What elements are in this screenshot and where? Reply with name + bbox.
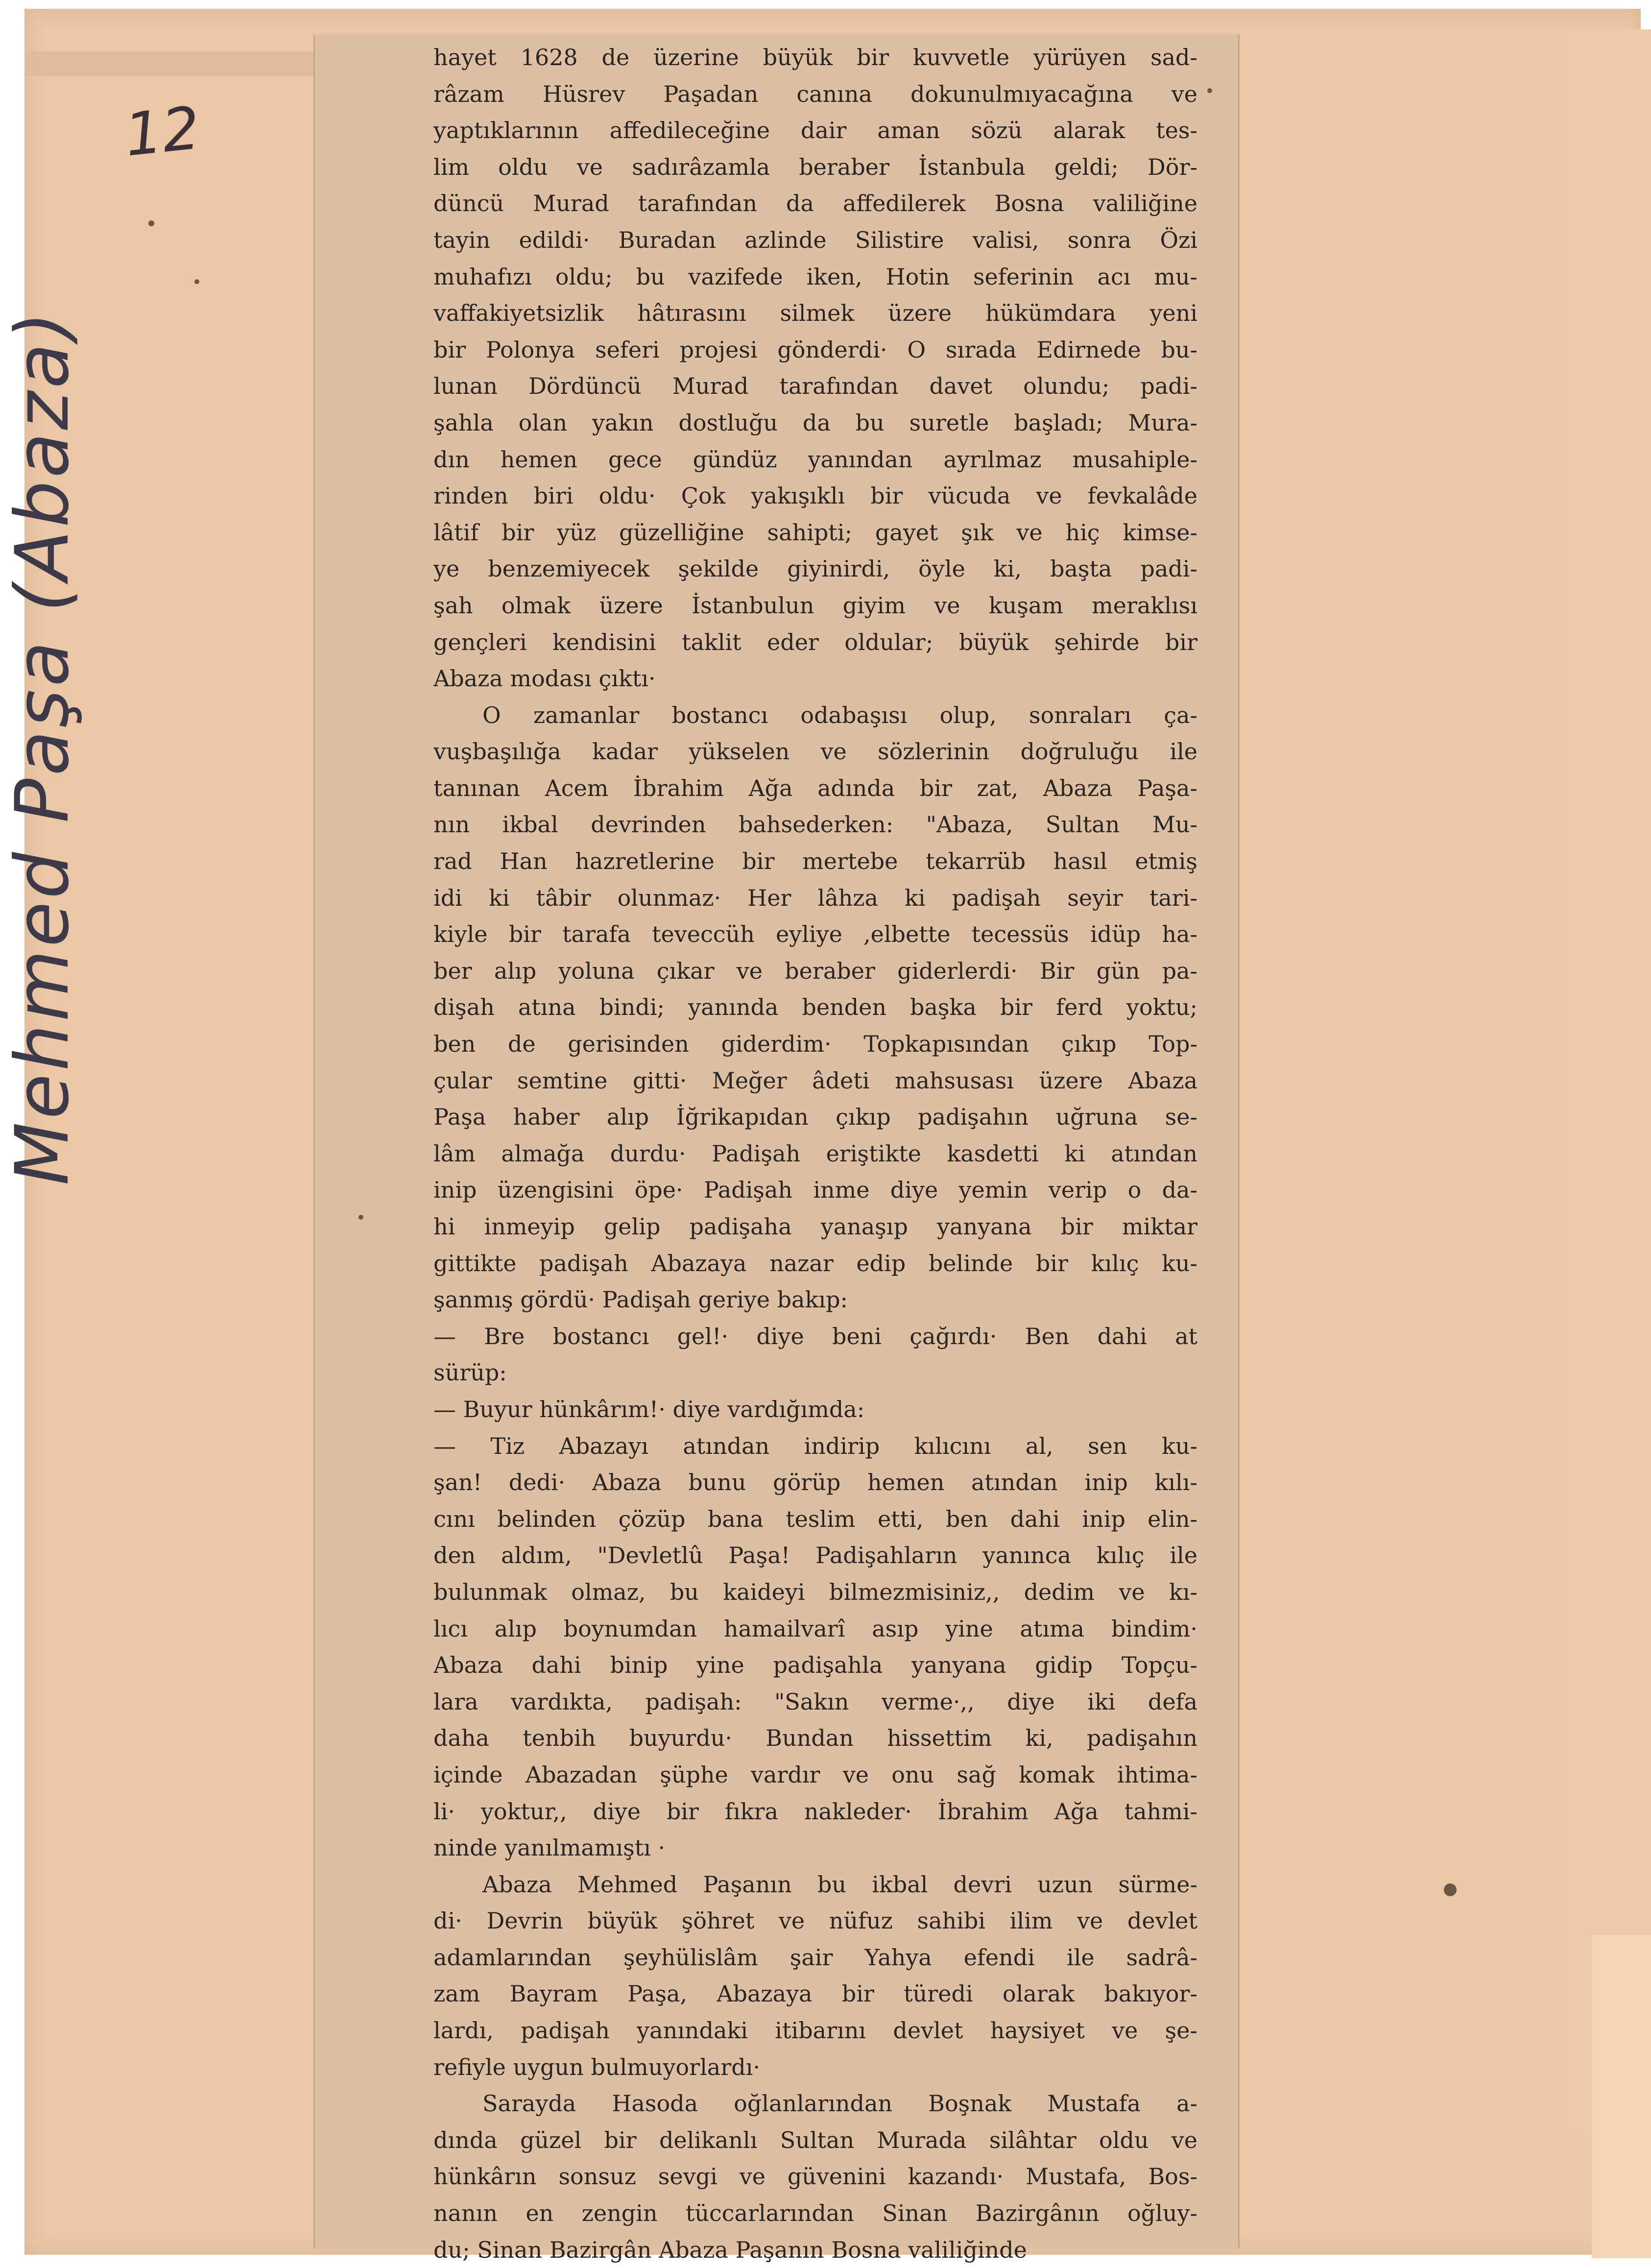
handwritten-page-number: 12 [121, 94, 203, 170]
article-text [433, 39, 1197, 2268]
text-line: Paşa haber alıp İğrikapıdan çıkıp padişahın uğruna se- [433, 1104, 1197, 1131]
text-line: tayin edildi· Buradan azlinde Silistire valisi, sonra Özi [433, 226, 1197, 253]
text-line: daha tenbih buyurdu· Bundan hissettim ki, padişahın [433, 1725, 1197, 1752]
text-line: kiyle bir tarafa teveccüh eyliye ,elbette tecessüs idüp ha- [433, 921, 1197, 948]
ink-dot [1207, 88, 1212, 93]
text-line: gittikte padişah Abazaya nazar edip belinde bir kılıç ku- [433, 1250, 1197, 1277]
text-line: Abaza dahi binip yine padişahla yanyana gidip Topçu- [433, 1652, 1197, 1679]
text-line: hünkârın sonsuz sevgi ve güvenini kazandı· Mustafa, Bos- [433, 2163, 1197, 2190]
handwritten-margin-note: Mehmed Paşa (Abaza) [0, 309, 85, 1185]
faded-top-band [24, 51, 313, 76]
text-line: nanın en zengin tüccarlarından Sinan Bazirgânın oğluy- [433, 2200, 1197, 2227]
ink-dot [359, 1215, 363, 1220]
text-line: dın hemen gece gündüz yanından ayrılmaz musahiple- [433, 446, 1197, 473]
text-line: dişah atına bindi; yanında benden başka bir ferd yoktu; [433, 994, 1197, 1021]
text-line: muhafızı oldu; bu vazifede iken, Hotin seferinin acı mu- [433, 263, 1197, 290]
ink-dot [148, 220, 154, 226]
text-line: rinden biri oldu· Çok yakışıklı bir vücuda ve fevkalâde [433, 483, 1197, 509]
text-line: O zamanlar bostancı odabaşısı olup, sonraları ça- [482, 701, 1197, 728]
text-line: dında güzel bir delikanlı Sultan Murada silâhtar oldu ve [433, 2126, 1197, 2153]
torn-paper-strip [1592, 1935, 1651, 2258]
text-line: lardı, padişah yanındaki itibarını devlet haysiyet ve şe- [433, 2017, 1197, 2044]
text-line: hi inmeyip gelip padişaha yanaşıp yanyana bir miktar [433, 1213, 1197, 1240]
text-line: inip üzengisini öpe· Padişah inme diye yemin verip o da- [433, 1177, 1197, 1204]
text-line: lâm almağa durdu· Padişah eriştikte kasdetti ki atından [433, 1140, 1197, 1167]
text-line: ber alıp yoluna çıkar ve beraber giderlerdi· Bir gün pa- [433, 957, 1197, 984]
text-line: bir Polonya seferi projesi gönderdi· O sırada Edirnede bu- [433, 336, 1197, 363]
text-line: şah olmak üzere İstanbulun giyim ve kuşam meraklısı [433, 592, 1197, 619]
text-line: düncü Murad tarafından da affedilerek Bosna valiliğine [433, 190, 1197, 217]
text-line: lunan Dördüncü Murad tarafından davet olundu; padi- [433, 373, 1197, 400]
text-line: gençleri kendisini taklit eder oldular; büyük şehirde bir [433, 628, 1197, 655]
text-line: tanınan Acem İbrahim Ağa adında bir zat, Abaza Paşa- [433, 774, 1197, 801]
text-line: çular semtine gitti· Meğer âdeti mahsusası üzere Abaza [433, 1067, 1197, 1094]
text-line: şan! dedi· Abaza bunu görüp hemen atından inip kılı- [433, 1469, 1197, 1496]
text-line: vuşbaşılığa kadar yükselen ve sözlerinin doğruluğu ile [433, 738, 1197, 765]
text-line: ninde yanılmamıştı · [433, 1834, 666, 1861]
text-line: ye benzemiyecek şekilde giyinirdi, öyle ki, başta padi- [433, 555, 1197, 582]
text-line: ben de gerisinden giderdim· Topkapısından çıkıp Top- [433, 1031, 1197, 1058]
text-line: idi ki tâbir olunmaz· Her lâhza ki padişah seyir tari- [433, 884, 1197, 911]
text-line: — Bre bostancı gel!· diye beni çağırdı· Ben dahi at [433, 1323, 1197, 1350]
text-line: Abaza modası çıktı· [433, 665, 656, 692]
text-line: zam Bayram Paşa, Abazaya bir türedi olarak bakıyor- [433, 1980, 1197, 2007]
text-line: — Buyur hünkârım!· diye vardığımda: [433, 1396, 865, 1423]
text-line: du; Sinan Bazirgân Abaza Paşanın Bosna valiliğinde [433, 2236, 1027, 2263]
text-line: cını belinden çözüp bana teslim etti, ben dahi inip elin- [433, 1505, 1197, 1532]
text-line: den aldım, "Devletlû Paşa! Padişahların yanınca kılıç ile [433, 1542, 1197, 1569]
text-line: lıcı alıp boynumdan hamailvarî asıp yine atıma bindim· [433, 1615, 1197, 1642]
text-line: hayet 1628 de üzerine büyük bir kuvvetle yürüyen sad- [433, 44, 1197, 71]
text-line: içinde Abazadan şüphe vardır ve onu sağ komak ihtima- [433, 1761, 1197, 1788]
text-line: di· Devrin büyük şöhret ve nüfuz sahibi ilim ve devlet [433, 1907, 1197, 1934]
text-line: rad Han hazretlerine bir mertebe tekarrüb hasıl etmiş [433, 848, 1197, 875]
text-line: şahla olan yakın dostluğu da bu suretle başladı; Mura- [433, 409, 1197, 436]
text-line: li· yoktur,, diye bir fıkra nakleder· İbrahim Ağa tahmi- [433, 1798, 1197, 1825]
ink-dot [1444, 1883, 1457, 1896]
text-line: şanmış gördü· Padişah geriye bakıp: [433, 1286, 848, 1313]
text-line: — Tiz Abazayı atından indirip kılıcını al, sen ku- [433, 1432, 1197, 1459]
text-line: vaffakiyetsizlik hâtırasını silmek üzere hükümdara yeni [433, 300, 1197, 327]
text-line: bulunmak olmaz, bu kaideyi bilmezmisiniz,, dedim ve kı- [433, 1578, 1197, 1605]
text-line: sürüp: [433, 1359, 507, 1386]
text-line: lâtif bir yüz güzelliğine sahipti; gayet şık ve hiç kimse- [433, 519, 1197, 546]
text-line: râzam Hüsrev Paşadan canına dokunulmıyacağına ve [433, 80, 1197, 107]
text-line: refiyle uygun bulmuyorlardı· [433, 2053, 760, 2080]
text-line: Abaza Mehmed Paşanın bu ikbal devri uzun sürme- [482, 1871, 1197, 1898]
text-line: yaptıklarının affedileceğine dair aman sözü alarak tes- [433, 117, 1197, 144]
text-line: lim oldu ve sadırâzamla beraber İstanbula geldi; Dör- [433, 153, 1197, 180]
text-line: adamlarından şeyhülislâm şair Yahya efendi ile sadrâ- [433, 1944, 1197, 1971]
ink-dot [194, 279, 199, 284]
text-line: Sarayda Hasoda oğlanlarından Boşnak Mustafa a- [482, 2090, 1197, 2117]
text-line: lara vardıkta, padişah: "Sakın verme·,, diye iki defa [433, 1688, 1197, 1715]
text-line: nın ikbal devrinden bahsederken: "Abaza, Sultan Mu- [433, 811, 1197, 838]
paper-right-edge [1567, 29, 1651, 2136]
